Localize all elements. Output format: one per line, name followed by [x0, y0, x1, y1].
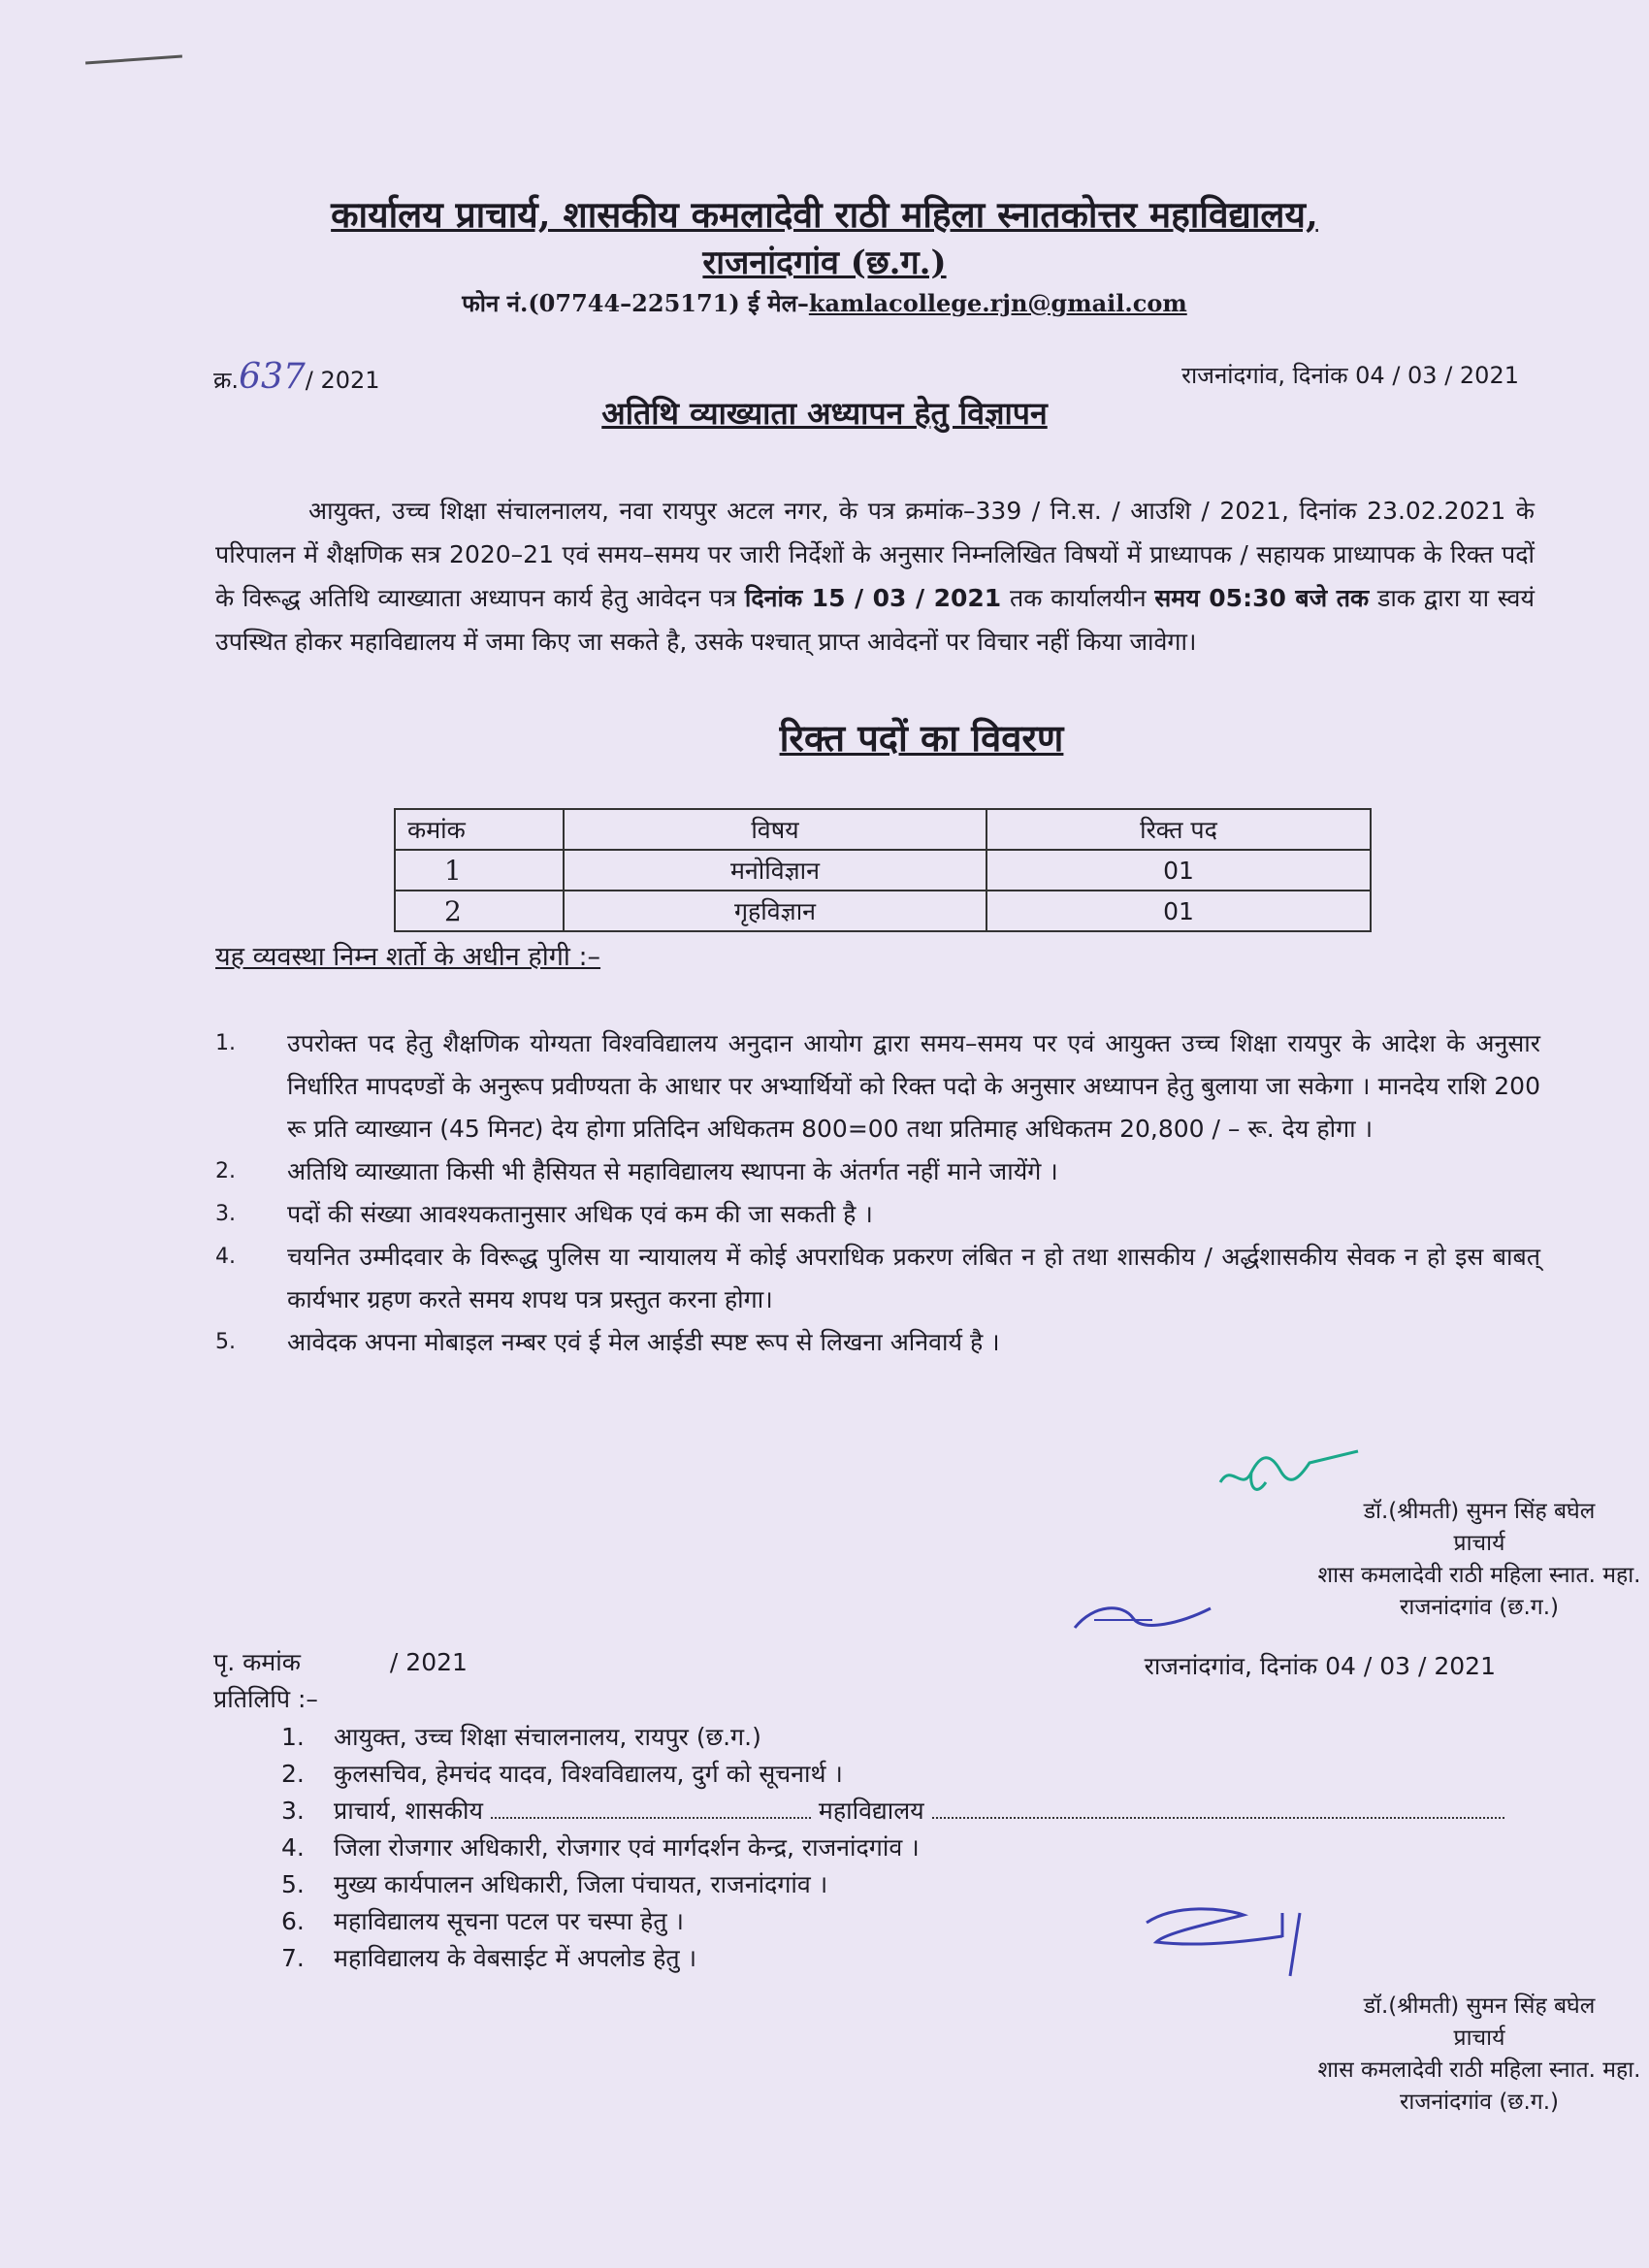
item-number: 5. [281, 1870, 305, 1898]
item-text: कुलसचिव, हेमचंद यादव, विश्वविद्यालय, दुर्ग को सूचनार्थ । [334, 1760, 843, 1788]
conditions-heading: यह व्यवस्था निम्न शर्तो के अधीन होगी :– [215, 942, 601, 972]
list-item [215, 1022, 1540, 1150]
phone-number: (07744–225171) [528, 289, 740, 317]
col-header-no: कमांक [395, 809, 564, 850]
signatory-college: शास कमलादेवी राठी महिला स्नात. महा. [1317, 2057, 1641, 2083]
item-text: पदों की संख्या आवश्यकतानुसार अधिक एवं कम की जा सकती है । [287, 1200, 873, 1228]
copy-heading: प्रतिलिपि :– [213, 1685, 318, 1713]
table-row [395, 891, 1371, 931]
reference-number [213, 357, 380, 397]
signature-green-icon [1212, 1443, 1368, 1502]
last-time: समय 05:30 बजे तक [1154, 584, 1370, 612]
para-text-1: आयुक्त, उच्च शिक्षा संचालनालय, नवा रायपुर अटल नगर, के पत्र क्रमांक–339 / नि.स. / आउशि / 2021, दिनांक 23.02.2021 के परिपालन में शैक्षणिक सत्र 2020–21 एवं समय–समय पर जारी निर्देशों के अनुसार निम्नलिखित विषयों में प्राध्यापक / सहायक प्राध्यापक के रिक्त पदों के विरूद्ध अतिथि व्याख्याता अध्यापन कार्य हेतु आवेदन पत्र [215, 497, 1535, 612]
list-item [215, 1150, 1540, 1193]
copy-ref-label: पृ. कमांक [213, 1648, 301, 1676]
list-item [281, 1719, 1600, 1756]
signatory-block-copy [1028, 1991, 1649, 2119]
page-title: अतिथि व्याख्याता अध्यापन हेतु विज्ञापन [601, 395, 1048, 432]
list-item [281, 1793, 1600, 1830]
signatory-designation: प्राचार्य [1453, 2025, 1505, 2051]
cell-subject: गृहविज्ञान [564, 891, 986, 931]
list-item [215, 1321, 1540, 1364]
col-header-subject: विषय [564, 809, 986, 850]
copy-list [281, 1719, 1600, 1977]
signatory-name: डॉ.(श्रीमती) सुमन सिंह बघेल [1363, 1499, 1596, 1524]
phone-label: फोन नं. [462, 289, 529, 317]
item-text: आयुक्त, उच्च शिक्षा संचालनालय, रायपुर (छ.ग.) [334, 1723, 761, 1751]
contact-line [0, 287, 1649, 319]
initial-scribble-icon [1065, 1599, 1220, 1637]
table-row [395, 850, 1371, 891]
vacancy-title: रिक्त पदों का विवरण [779, 716, 1064, 760]
blank-line [932, 1817, 1504, 1819]
list-item [281, 1830, 1600, 1866]
para-text-2: तक कार्यालयीन [1001, 584, 1155, 612]
handwritten-number: 637 [239, 357, 306, 397]
item-text: महाविद्यालय सूचना पटल पर चस्पा हेतु । [334, 1907, 685, 1935]
signatory-city: राजनांदगांव (छ.ग.) [1399, 1595, 1559, 1620]
list-item [281, 1866, 1600, 1903]
item-text: अतिथि व्याख्याता किसी भी हैसियत से महाविद्यालय स्थापना के अंतर्गत नहीं माने जायेंगे । [287, 1157, 1058, 1185]
copy-reference [213, 1645, 468, 1678]
cell-posts: 01 [986, 891, 1371, 931]
pen-mark [85, 55, 182, 65]
notice-paragraph [215, 489, 1535, 664]
item-number: 5. [215, 1330, 236, 1354]
item-text: आवेदक अपना मोबाइल नम्बर एवं ई मेल आईडी स्पष्ट रूप से लिखना अनिवार्य है । [287, 1328, 1000, 1356]
list-item [281, 1756, 1600, 1793]
item-number: 7. [281, 1944, 305, 1972]
item-text: जिला रोजगार अधिकारी, रोजगार एवं मार्गदर्शन केन्द्र, राजनांदगांव । [334, 1833, 920, 1862]
list-item [215, 1193, 1540, 1236]
item-text: महाविद्यालय [818, 1797, 924, 1825]
ref-year: / 2021 [305, 367, 380, 394]
reference-date: राजनांदगांव, दिनांक 04 / 03 / 2021 [1181, 362, 1519, 389]
signatory-name: डॉ.(श्रीमती) सुमन सिंह बघेल [1363, 1993, 1596, 2019]
signatory-designation: प्राचार्य [1453, 1531, 1505, 1556]
table-header-row [395, 809, 1371, 850]
list-item [281, 1940, 1600, 1977]
office-city: राजनांदगांव (छ.ग.) [702, 243, 947, 282]
item-number: 3. [281, 1797, 305, 1825]
copy-ref-year: / 2021 [389, 1648, 468, 1676]
conditions-list [215, 1022, 1540, 1364]
ref-prefix: क्र. [213, 367, 240, 394]
item-text: प्राचार्य, शासकीय [334, 1797, 483, 1825]
item-text: मुख्य कार्यपालन अधिकारी, जिला पंचायत, राजनांदगांव । [334, 1870, 828, 1898]
item-number: 1. [281, 1723, 305, 1751]
para-text-3: डाक द्वारा या स्वयं उपस्थित होकर महाविद्यालय में जमा किए जा सकते है, उसके पश्चात् प्राप्त आवेदनों पर विचार नहीं किया जावेगा। [215, 584, 1535, 656]
last-date: दिनांक 15 / 03 / 2021 [744, 584, 1002, 612]
item-text: महाविद्यालय के वेबसाईट में अपलोड हेतु । [334, 1944, 697, 1972]
item-text: उपरोक्त पद हेतु शैक्षणिक योग्यता विश्वविद्यालय अनुदान आयोग द्वारा समय–समय पर एवं आयुक्त उच्च शिक्षा रायपुर के आदेश के अनुसार निर्धारित मापदण्डों के अनुरूप प्रवीण्यता के आधार पर अभ्यार्थियों को रिक्त पदो के अनुसार अध्यापन हेतु बुलाया जा सकेगा । मानदेय राशि 200 रू प्रति व्याख्यान (45 मिनट) देय होगा प्रतिदिन अधिकतम 800=00 तथा प्रतिमाह अधिकतम 20,800 / – रू. देय होगा । [287, 1029, 1540, 1143]
email-address: kamlacollege.rjn@gmail.com [808, 289, 1187, 317]
office-name: कार्यालय प्राचार्य, शासकीय कमलादेवी राठी महिला स्नातकोत्तर महाविद्यालय, [331, 193, 1318, 236]
item-number: 4. [281, 1833, 305, 1862]
list-item [215, 1236, 1540, 1321]
item-number: 3. [215, 1202, 236, 1226]
cell-no: 1 [395, 850, 564, 891]
signature-blue-icon [1137, 1894, 1331, 1981]
cell-posts: 01 [986, 850, 1371, 891]
email-label: ई मेल– [748, 289, 809, 317]
col-header-posts: रिक्त पद [986, 809, 1371, 850]
cell-no: 2 [395, 891, 564, 931]
blank-line [491, 1817, 811, 1819]
signatory-city: राजनांदगांव (छ.ग.) [1399, 2090, 1559, 2115]
item-text: चयनित उम्मीदवार के विरूद्ध पुलिस या न्यायालय में कोई अपराधिक प्रकरण लंबित न हो तथा शासकीय / अर्द्धशासकीय सेवक न हो इस बाबत् कार्यभार ग्रहण करते समय शपथ पत्र प्रस्तुत करना होगा। [287, 1243, 1540, 1313]
item-number: 4. [215, 1245, 236, 1269]
item-number: 1. [215, 1031, 236, 1055]
vacancy-table [394, 808, 1372, 932]
cell-subject: मनोविज्ञान [564, 850, 986, 891]
item-number: 2. [281, 1760, 305, 1788]
list-item [281, 1903, 1600, 1940]
copy-date: राजनांदगांव, दिनांक 04 / 03 / 2021 [1144, 1652, 1496, 1680]
item-number: 2. [215, 1159, 236, 1183]
signatory-college: शास कमलादेवी राठी महिला स्नात. महा. [1317, 1563, 1641, 1588]
item-number: 6. [281, 1907, 305, 1935]
